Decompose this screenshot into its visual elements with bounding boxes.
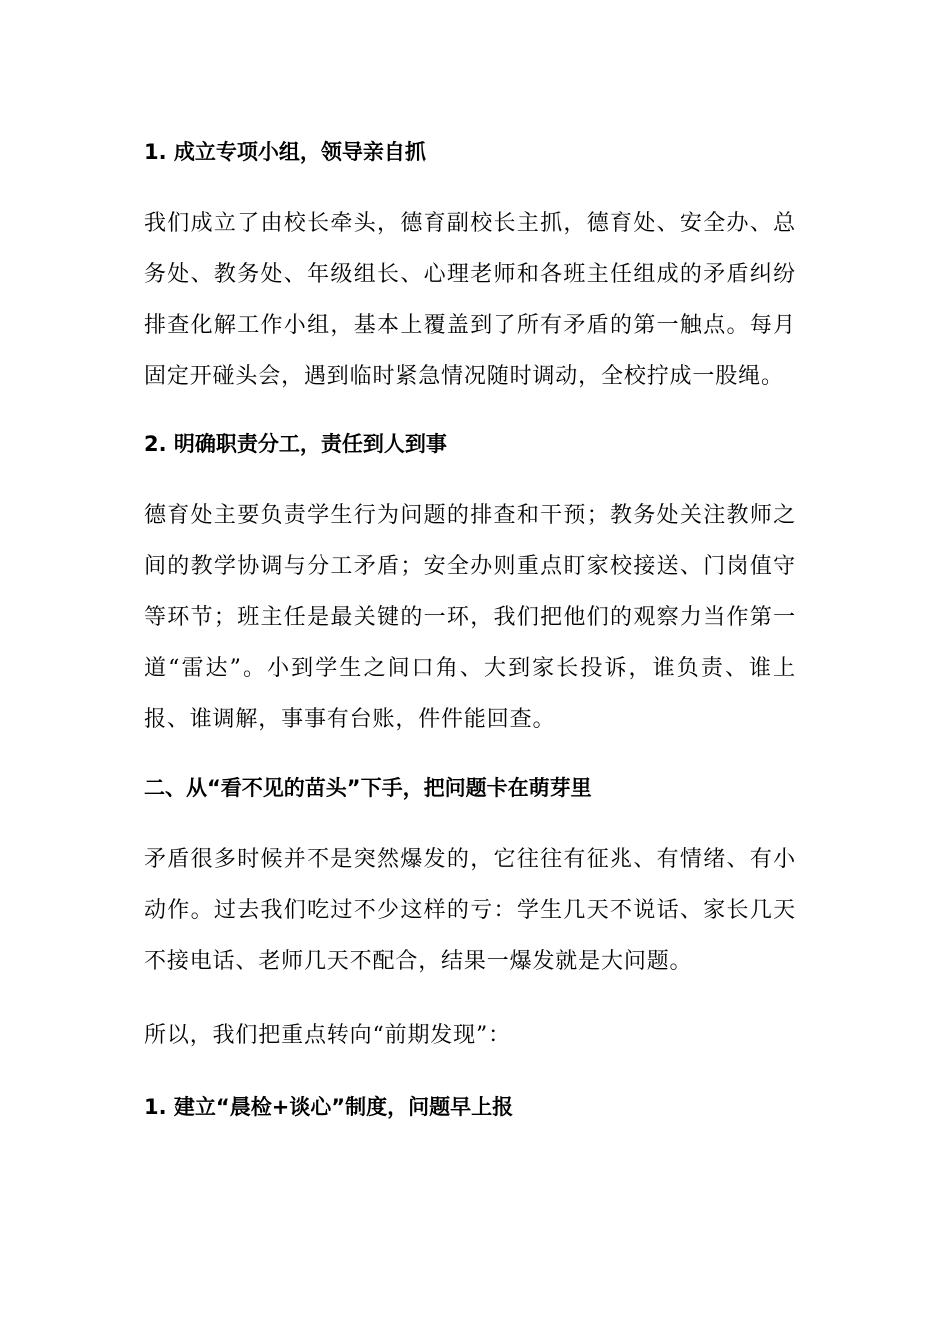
chapter-heading-2: 二、从“看不见的苗头”下手，把问题卡在萌芽里 bbox=[144, 776, 592, 800]
paragraph-3: 矛盾很多时候并不是突然爆发的，它往往有征兆、有情绪、有小动作。过去我们吃过不少这样的亏：学生几天不说话、家长几天不接电话、老师几天不配合，结果一爆发就是大问题。 bbox=[144, 847, 796, 974]
section-heading-2: 2. 明确职责分工，责任到人到事 bbox=[144, 432, 447, 456]
section-heading-1: 1. 成立专项小组，领导亲自抓 bbox=[144, 140, 426, 164]
paragraph-1: 我们成立了由校长牵头，德育副校长主抓，德育处、安全办、总务处、教务处、年级组长、心理老师和各班主任组成的矛盾纠纷排查化解工作小组，基本上覆盖到了所有矛盾的第一触点。每月固定开碰头会，遇到临时紧急情况随时调动，全校拧成一股绳。 bbox=[144, 211, 796, 389]
paragraph-2: 德育处主要负责学生行为问题的排查和干预；教务处关注教师之间的教学协调与分工矛盾；安全办则重点盯家校接送、门岗值守等环节；班主任是最关键的一环，我们把他们的观察力当作第一道“雷达”。小到学生之间口角、大到家长投诉，谁负责、谁上报、谁调解，事事有台账，件件能回查。 bbox=[144, 503, 796, 732]
section-heading-3: 1. 建立“晨检+谈心”制度，问题早上报 bbox=[144, 1095, 514, 1119]
paragraph-4: 所以，我们把重点转向“前期发现”： bbox=[144, 1023, 511, 1048]
